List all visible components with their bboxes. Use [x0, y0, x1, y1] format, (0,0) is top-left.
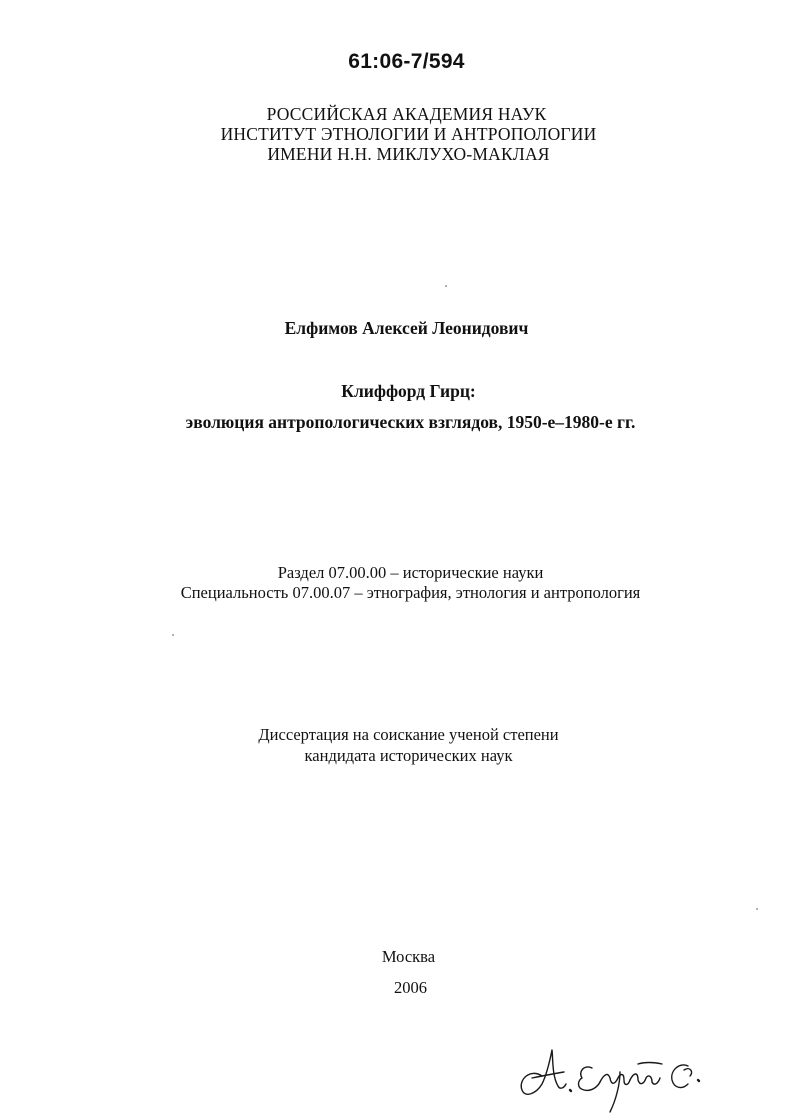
scan-speck [172, 634, 174, 636]
publication-year: 2006 [394, 978, 427, 997]
author-name: Елфимов Алексей Леонидович [284, 318, 529, 338]
dissertation-title: Клиффорд Гирц: [341, 381, 476, 401]
scan-speck [756, 908, 758, 910]
scan-speck [445, 285, 447, 287]
section-code: Раздел 07.00.00 – исторические науки [277, 563, 544, 582]
degree-statement-line-2: кандидата исторических наук [304, 746, 513, 765]
institution-line-1: РОССИЙСКАЯ АКАДЕМИЯ НАУК [266, 104, 547, 124]
institution-line-2: ИНСТИТУТ ЭТНОЛОГИИ И АНТРОПОЛОГИИ [220, 124, 597, 144]
degree-statement-line-1: Диссертация на соискание ученой степени [258, 725, 559, 744]
dissertation-subtitle: эволюция антропологических взглядов, 1950-е–1980-е гг. [185, 412, 636, 432]
specialty-code: Специальность 07.00.07 – этнография, этнология и антропология [180, 583, 641, 602]
institution-line-3: ИМЕНИ Н.Н. МИКЛУХО-МАКЛАЯ [267, 144, 550, 164]
author-signature [512, 1028, 722, 1120]
publication-city: Москва [381, 947, 436, 966]
catalog-code: 61:06-7/594 [348, 50, 465, 73]
